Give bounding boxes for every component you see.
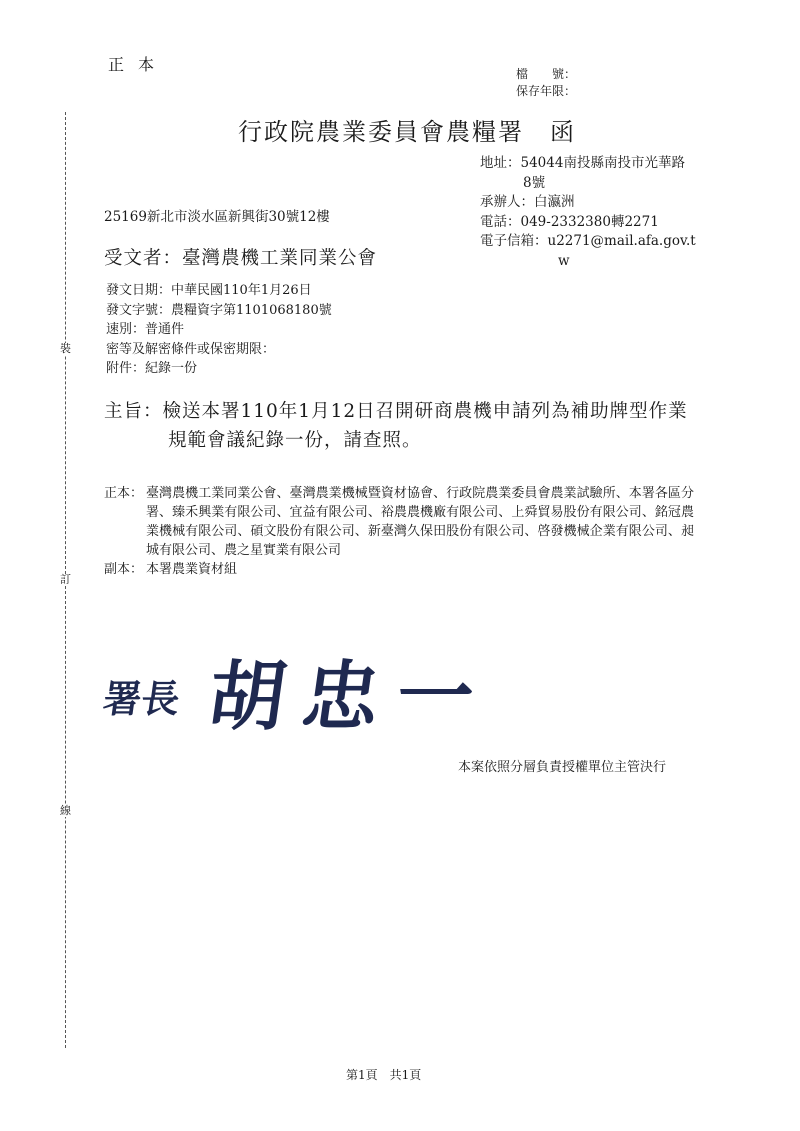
signature-title: 署長 [100, 676, 183, 721]
agency-address: 地址：54044南投縣南投市光華路 [480, 155, 685, 171]
retention-period-label: 保存年限： [516, 84, 577, 98]
subject-line-2: 規範會議紀錄一份，請查照。 [168, 430, 422, 451]
copy-list: 本署農業資材組 [146, 562, 238, 577]
agency-title: 行政院農業委員會農糧署 函 [238, 118, 576, 146]
recipient-address: 25169新北市淡水區新興街30號12樓 [104, 209, 330, 225]
issue-date: 發文日期：中華民國110年1月26日 [106, 283, 312, 298]
subject [104, 397, 688, 455]
document-number: 發文字號：農糧資字第1101068180號 [106, 302, 332, 318]
email: 電子信箱：u2271@mail.afa.gov.t [480, 233, 696, 249]
page-number: 第1頁 共1頁 [346, 1068, 422, 1082]
security-level: 密等及解密條件或保密期限： [106, 341, 276, 357]
delivery-speed: 速別：普通件 [106, 322, 185, 337]
subject-line-1: 主旨：檢送本署110年1月12日召開研商農機申請列為補助牌型作業 [104, 401, 688, 422]
copy-mark: 正本 [108, 55, 169, 74]
copy-label: 副本： [104, 562, 144, 577]
original-list: 臺灣農機工業同業公會、臺灣農業機械暨資材協會、行政院農業委員會農業試驗所、本署各區分署、臻禾興業有限公司、宜益有限公司、裕農農機廠有限公司、上舜貿易股份有限公司、銘冠農業機械有限公司、碩文股份有限公司、新臺灣久保田股份有限公司、啓發機械企業有限公司、昶城有限公司、農之星實業有限公司 [146, 486, 694, 558]
binding-mark-staple: 訂 [60, 573, 71, 586]
officer: 承辦人：白瀛洲 [480, 194, 575, 210]
original-recipients [104, 484, 694, 560]
signature-name: 胡忠一 [202, 652, 498, 741]
document-meta [106, 281, 332, 379]
contact-block [480, 154, 715, 271]
delegation-note: 本案依照分層負責授權單位主管決行 [458, 760, 667, 775]
email-cont: w [558, 252, 570, 269]
file-info [516, 66, 576, 100]
phone: 電話：049-2332380轉2271 [480, 213, 659, 230]
distribution [104, 484, 694, 579]
agency-address-cont: 8號 [523, 174, 546, 191]
original-label: 正本： [104, 486, 144, 501]
attachment: 附件：紀錄一份 [106, 361, 198, 376]
recipient: 受文者：臺灣農機工業同業公會 [104, 248, 378, 269]
binding-mark-line: 線 [60, 804, 71, 817]
copy-recipients [104, 560, 694, 579]
file-number-label: 檔 號： [516, 67, 577, 81]
binding-mark-bind: 裝 [60, 342, 71, 355]
